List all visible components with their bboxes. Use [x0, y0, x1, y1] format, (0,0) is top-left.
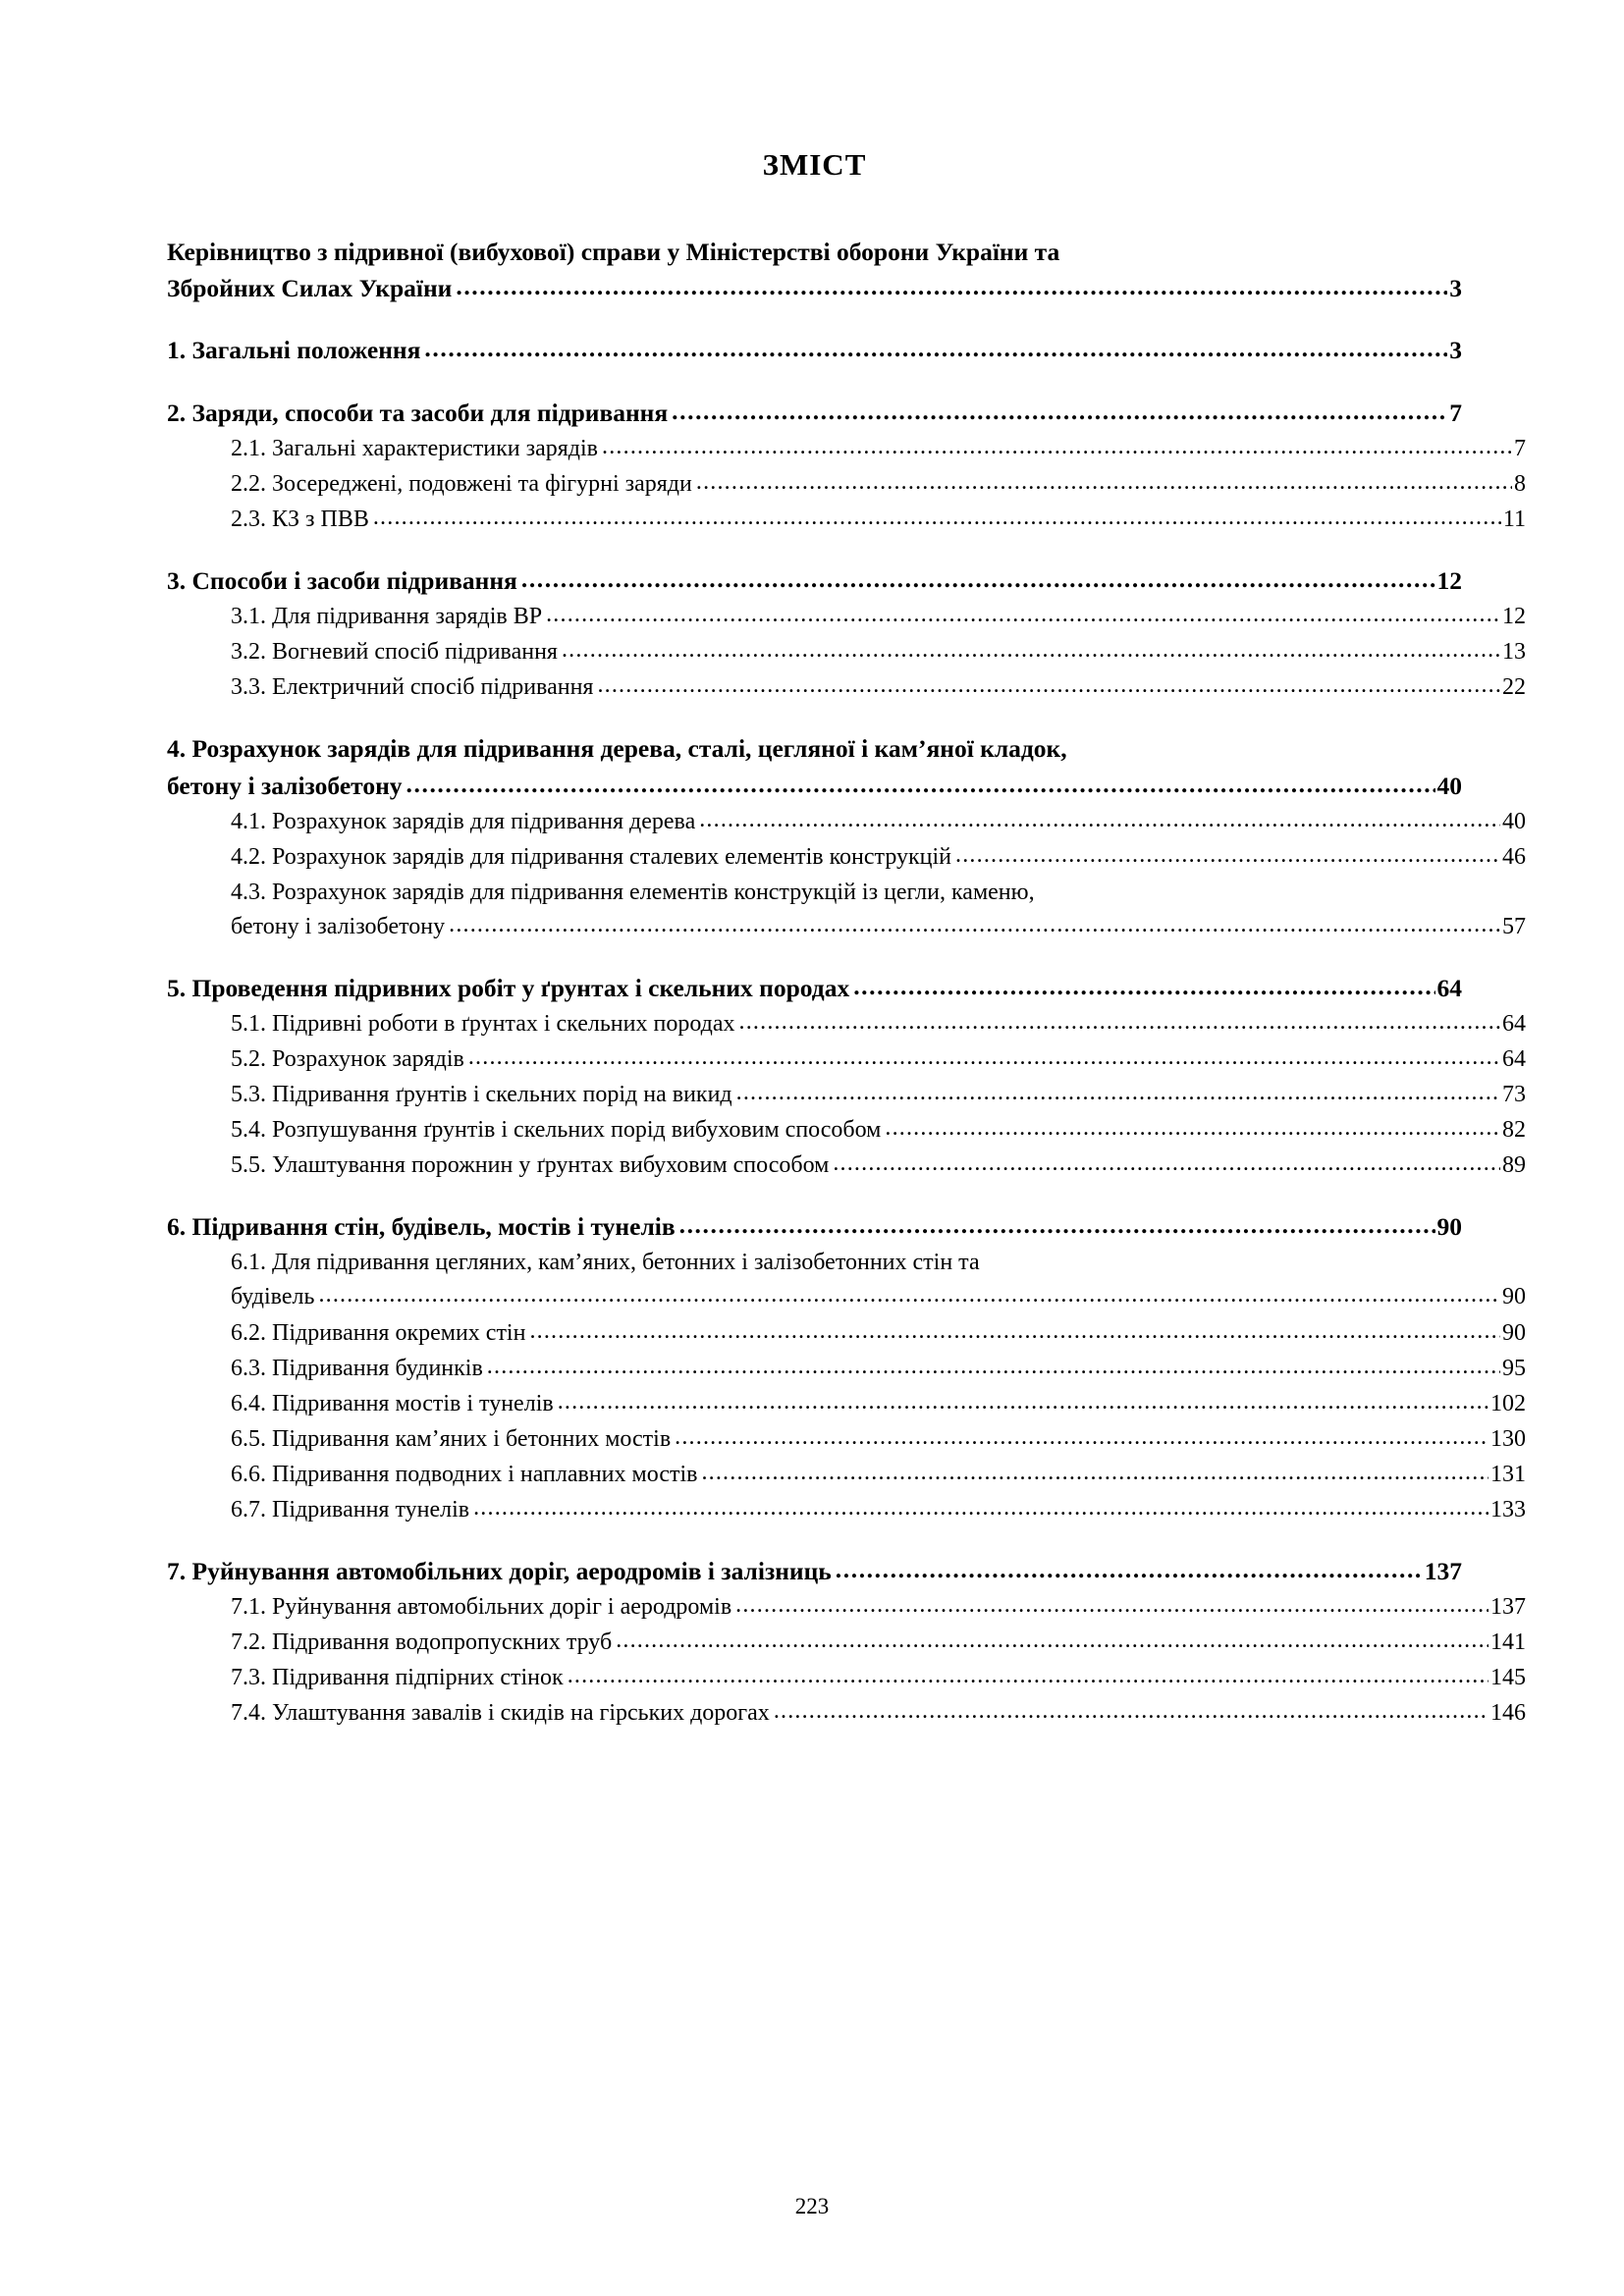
table-of-contents — [167, 234, 1526, 1731]
toc-entry[interactable] — [167, 1246, 1526, 1314]
toc-entry-line — [167, 503, 1526, 537]
toc-entry-label: 5.2. Розрахунок зарядів — [231, 1046, 464, 1073]
toc-entry-label: 5.4. Розпушування ґрунтів і скельних порід вибуховим способом — [231, 1117, 882, 1144]
toc-leader-dots — [833, 1147, 1500, 1181]
toc-entry-label: 6.2. Підривання окремих стін — [231, 1319, 526, 1346]
toc-entry-label: 5.5. Улаштування порожнин у ґрунтах вибуховим способом — [231, 1152, 830, 1179]
toc-entry-line-continued — [167, 768, 1462, 804]
toc-page-number: 64 — [1502, 1046, 1526, 1073]
toc-entry[interactable] — [167, 1007, 1526, 1041]
page-number-footer: 223 — [794, 2194, 830, 2218]
toc-entry-label: 7.3. Підривання підпірних стінок — [231, 1664, 564, 1690]
toc-page-number: 90 — [1502, 1284, 1526, 1310]
toc-entry-line — [167, 635, 1526, 669]
toc-entry-line — [167, 1661, 1526, 1695]
toc-page-number: 57 — [1502, 913, 1526, 939]
toc-page-number: 102 — [1490, 1390, 1526, 1416]
toc-entry-label: Керівництво з підривної (вибухової) справи у Міністерстві оборони України та — [167, 238, 1060, 266]
toc-entry-line — [167, 1042, 1526, 1077]
toc-leader-dots — [701, 1456, 1489, 1490]
toc-entry[interactable] — [167, 876, 1526, 944]
toc-entry-line — [167, 1208, 1462, 1245]
toc-page-number: 137 — [1490, 1593, 1526, 1620]
toc-leader-dots — [456, 268, 1447, 304]
toc-entry-line — [167, 432, 1526, 466]
toc-entry-line — [167, 395, 1462, 431]
toc-entry-label: 3.3. Електричний спосіб підривання — [231, 674, 594, 701]
toc-page-number: 46 — [1502, 843, 1526, 870]
toc-entry[interactable] — [167, 805, 1526, 839]
toc-entry-label: 6.4. Підривання мостів і тунелів — [231, 1390, 554, 1416]
toc-entry-label: 2.1. Загальні характеристики зарядів — [231, 435, 599, 461]
toc-entry[interactable] — [167, 1590, 1526, 1625]
toc-entry[interactable] — [167, 432, 1526, 466]
toc-entry[interactable] — [167, 840, 1526, 875]
toc-entry-label: 3.2. Вогневий спосіб підривання — [231, 639, 558, 666]
toc-entry-label: 5. Проведення підривних робіт у ґрунтах і скельних породах — [167, 973, 850, 1002]
toc-page-number: 141 — [1490, 1629, 1526, 1655]
toc-entry-line — [167, 805, 1526, 839]
toc-entry-label: 7. Руйнування автомобільних доріг, аеродромів і залізниць — [167, 1556, 832, 1585]
toc-leader-dots — [699, 803, 1500, 837]
toc-entry-label-continued: бетону і залізобетону — [167, 771, 403, 800]
toc-entry-line — [167, 562, 1462, 599]
toc-entry-label: 7.2. Підривання водопропускних труб — [231, 1629, 613, 1655]
toc-entry-line — [167, 670, 1526, 705]
toc-entry-label: 4.2. Розрахунок зарядів для підривання сталевих елементів конструкцій — [231, 843, 952, 870]
toc-entry[interactable] — [167, 1042, 1526, 1077]
toc-entry[interactable] — [167, 467, 1526, 502]
toc-entry[interactable] — [167, 1148, 1526, 1183]
toc-leader-dots — [562, 633, 1500, 667]
toc-entry[interactable] — [167, 234, 1462, 306]
toc-entry-label: 1. Загальні положення — [167, 336, 421, 365]
toc-entry-line — [167, 332, 1462, 368]
toc-leader-dots — [529, 1314, 1500, 1349]
toc-entry-label: 7.1. Руйнування автомобільних доріг і аеродромів — [231, 1593, 732, 1620]
toc-entry-label: 5.1. Підривні роботи в ґрунтах і скельних породах — [231, 1011, 735, 1038]
toc-entry[interactable] — [167, 1316, 1526, 1351]
toc-leader-dots — [521, 561, 1435, 597]
toc-leader-dots — [885, 1111, 1500, 1146]
toc-entry[interactable] — [167, 1387, 1526, 1421]
toc-entry-line — [167, 1458, 1526, 1492]
toc-leader-dots — [406, 766, 1435, 802]
toc-entry-line — [167, 1113, 1526, 1148]
toc-page-number: 73 — [1502, 1082, 1526, 1108]
toc-entry[interactable] — [167, 730, 1462, 803]
toc-entry[interactable] — [167, 503, 1526, 537]
toc-entry-label: 6. Підривання стін, будівель, мостів і тунелів — [167, 1212, 676, 1242]
toc-page-number: 40 — [1436, 771, 1462, 800]
toc-entry-line — [167, 1626, 1526, 1660]
toc-entry-label: 6.5. Підривання кам’яних і бетонних мостів — [231, 1425, 672, 1452]
toc-page-number: 90 — [1502, 1319, 1526, 1346]
toc-leader-dots — [424, 330, 1447, 366]
toc-entry-label: 2. Заряди, способи та засоби для підривання — [167, 398, 669, 427]
toc-entry[interactable] — [167, 1696, 1526, 1731]
toc-entry[interactable] — [167, 1626, 1526, 1660]
toc-leader-dots — [696, 465, 1512, 500]
toc-entry-label: 5.3. Підривання ґрунтів і скельних порід на викид — [231, 1082, 732, 1108]
toc-entry[interactable] — [167, 1078, 1526, 1112]
toc-entry-label: 4.1. Розрахунок зарядів для підривання дерева — [231, 808, 696, 834]
toc-leader-dots — [546, 598, 1500, 632]
toc-page-number: 130 — [1490, 1425, 1526, 1452]
toc-page-number: 90 — [1436, 1212, 1462, 1242]
toc-entry[interactable] — [167, 670, 1526, 705]
toc-page-number: 8 — [1514, 470, 1526, 497]
toc-entry-line — [167, 467, 1526, 502]
toc-entry[interactable] — [167, 600, 1526, 634]
toc-entry-line — [167, 876, 1526, 910]
toc-leader-dots — [672, 393, 1447, 429]
toc-entry[interactable] — [167, 1422, 1526, 1457]
toc-entry[interactable] — [167, 1493, 1526, 1527]
toc-page-number: 12 — [1436, 565, 1462, 595]
toc-entry[interactable] — [167, 635, 1526, 669]
page-title: ЗМІСТ — [762, 147, 867, 182]
toc-leader-dots — [735, 1588, 1489, 1623]
toc-entry-line — [167, 1387, 1526, 1421]
toc-page-number: 22 — [1502, 674, 1526, 701]
toc-entry[interactable] — [167, 332, 1462, 368]
toc-entry-label: 2.2. Зосереджені, подовжені та фігурні заряди — [231, 470, 692, 497]
toc-entry-label-continued: Збройних Силах України — [167, 274, 453, 303]
toc-leader-dots — [616, 1624, 1489, 1658]
toc-entry-label: 7.4. Улаштування завалів і скидів на гірських дорогах — [231, 1700, 770, 1726]
toc-entry-line — [167, 730, 1462, 767]
toc-page-number: 13 — [1502, 639, 1526, 666]
toc-leader-dots — [468, 1041, 1500, 1075]
toc-leader-dots — [853, 968, 1435, 1004]
toc-leader-dots — [449, 908, 1500, 942]
toc-leader-dots — [318, 1278, 1500, 1312]
toc-entry-line — [167, 840, 1526, 875]
toc-entry-line — [167, 600, 1526, 634]
toc-entry-label-continued: будівель — [231, 1284, 315, 1310]
toc-entry[interactable] — [167, 562, 1462, 599]
toc-entry[interactable] — [167, 1113, 1526, 1148]
toc-page-number: 40 — [1502, 808, 1526, 834]
toc-page-number: 12 — [1502, 604, 1526, 630]
toc-entry-label: 3.1. Для підривання зарядів ВР — [231, 604, 543, 630]
toc-entry[interactable] — [167, 1458, 1526, 1492]
toc-entry[interactable] — [167, 1553, 1462, 1589]
toc-entry-label: 4. Розрахунок зарядів для підривання дерева, сталі, цегляної і кам’яної кладок, — [167, 734, 1067, 764]
toc-entry-line — [167, 1148, 1526, 1183]
toc-entry-line — [167, 1007, 1526, 1041]
toc-leader-dots — [602, 430, 1512, 464]
toc-leader-dots — [739, 1005, 1500, 1040]
toc-leader-dots — [473, 1491, 1489, 1525]
toc-leader-dots — [836, 1551, 1423, 1587]
toc-entry-line — [167, 1422, 1526, 1457]
toc-leader-dots — [558, 1385, 1489, 1419]
toc-page-number: 7 — [1514, 435, 1526, 461]
toc-entry-line — [167, 1493, 1526, 1527]
toc-page-number: 131 — [1490, 1461, 1526, 1487]
toc-leader-dots — [774, 1694, 1489, 1729]
toc-entry[interactable] — [167, 1661, 1526, 1695]
toc-entry-label: 4.3. Розрахунок зарядів для підривання елементів конструкцій із цегли, каменю, — [231, 879, 1035, 905]
toc-leader-dots — [597, 668, 1500, 703]
toc-page-number: 82 — [1502, 1117, 1526, 1144]
toc-leader-dots — [373, 501, 1501, 535]
toc-entry-label-continued: бетону і залізобетону — [231, 913, 446, 939]
toc-entry-line-continued — [167, 270, 1462, 306]
toc-page-number: 89 — [1502, 1152, 1526, 1179]
toc-page-number: 64 — [1436, 973, 1462, 1002]
toc-page-number: 3 — [1449, 336, 1462, 365]
toc-entry-label: 6.7. Підривання тунелів — [231, 1496, 470, 1522]
toc-entry-label: 6.3. Підривання будинків — [231, 1355, 483, 1381]
toc-entry-label: 2.3. КЗ з ПВВ — [231, 506, 369, 532]
toc-page-number: 64 — [1502, 1011, 1526, 1038]
toc-entry[interactable] — [167, 395, 1462, 431]
toc-entry[interactable] — [167, 1208, 1462, 1245]
toc-entry-line — [167, 1590, 1526, 1625]
toc-page-number: 11 — [1502, 506, 1526, 532]
toc-leader-dots — [568, 1659, 1489, 1693]
toc-entry-label: 6.6. Підривання подводних і наплавних мостів — [231, 1461, 698, 1487]
toc-page-number: 146 — [1490, 1700, 1526, 1726]
toc-leader-dots — [675, 1420, 1489, 1455]
toc-page-number: 95 — [1502, 1355, 1526, 1381]
toc-leader-dots — [487, 1350, 1500, 1384]
toc-entry[interactable] — [167, 1352, 1526, 1386]
toc-entry-line-continued — [167, 910, 1526, 944]
toc-leader-dots — [736, 1076, 1500, 1110]
toc-page-number: 137 — [1424, 1556, 1462, 1585]
toc-entry-label: 3. Способи і засоби підривання — [167, 565, 517, 595]
toc-entry-line — [167, 970, 1462, 1006]
toc-entry-line — [167, 1553, 1462, 1589]
toc-entry-line — [167, 1696, 1526, 1731]
toc-entry-line — [167, 1352, 1526, 1386]
toc-page-number: 3 — [1449, 274, 1462, 303]
toc-entry[interactable] — [167, 970, 1462, 1006]
toc-page-number: 133 — [1490, 1496, 1526, 1522]
toc-entry-line — [167, 234, 1462, 270]
toc-leader-dots — [955, 838, 1500, 873]
toc-entry-line — [167, 1316, 1526, 1351]
toc-entry-line — [167, 1078, 1526, 1112]
toc-page-number: 145 — [1490, 1664, 1526, 1690]
toc-leader-dots — [679, 1206, 1435, 1243]
toc-entry-label: 6.1. Для підривання цегляних, кам’яних, бетонних і залізобетонних стін та — [231, 1250, 980, 1276]
toc-page-number: 7 — [1449, 398, 1462, 427]
toc-entry-line-continued — [167, 1280, 1526, 1314]
toc-entry-line — [167, 1246, 1526, 1280]
